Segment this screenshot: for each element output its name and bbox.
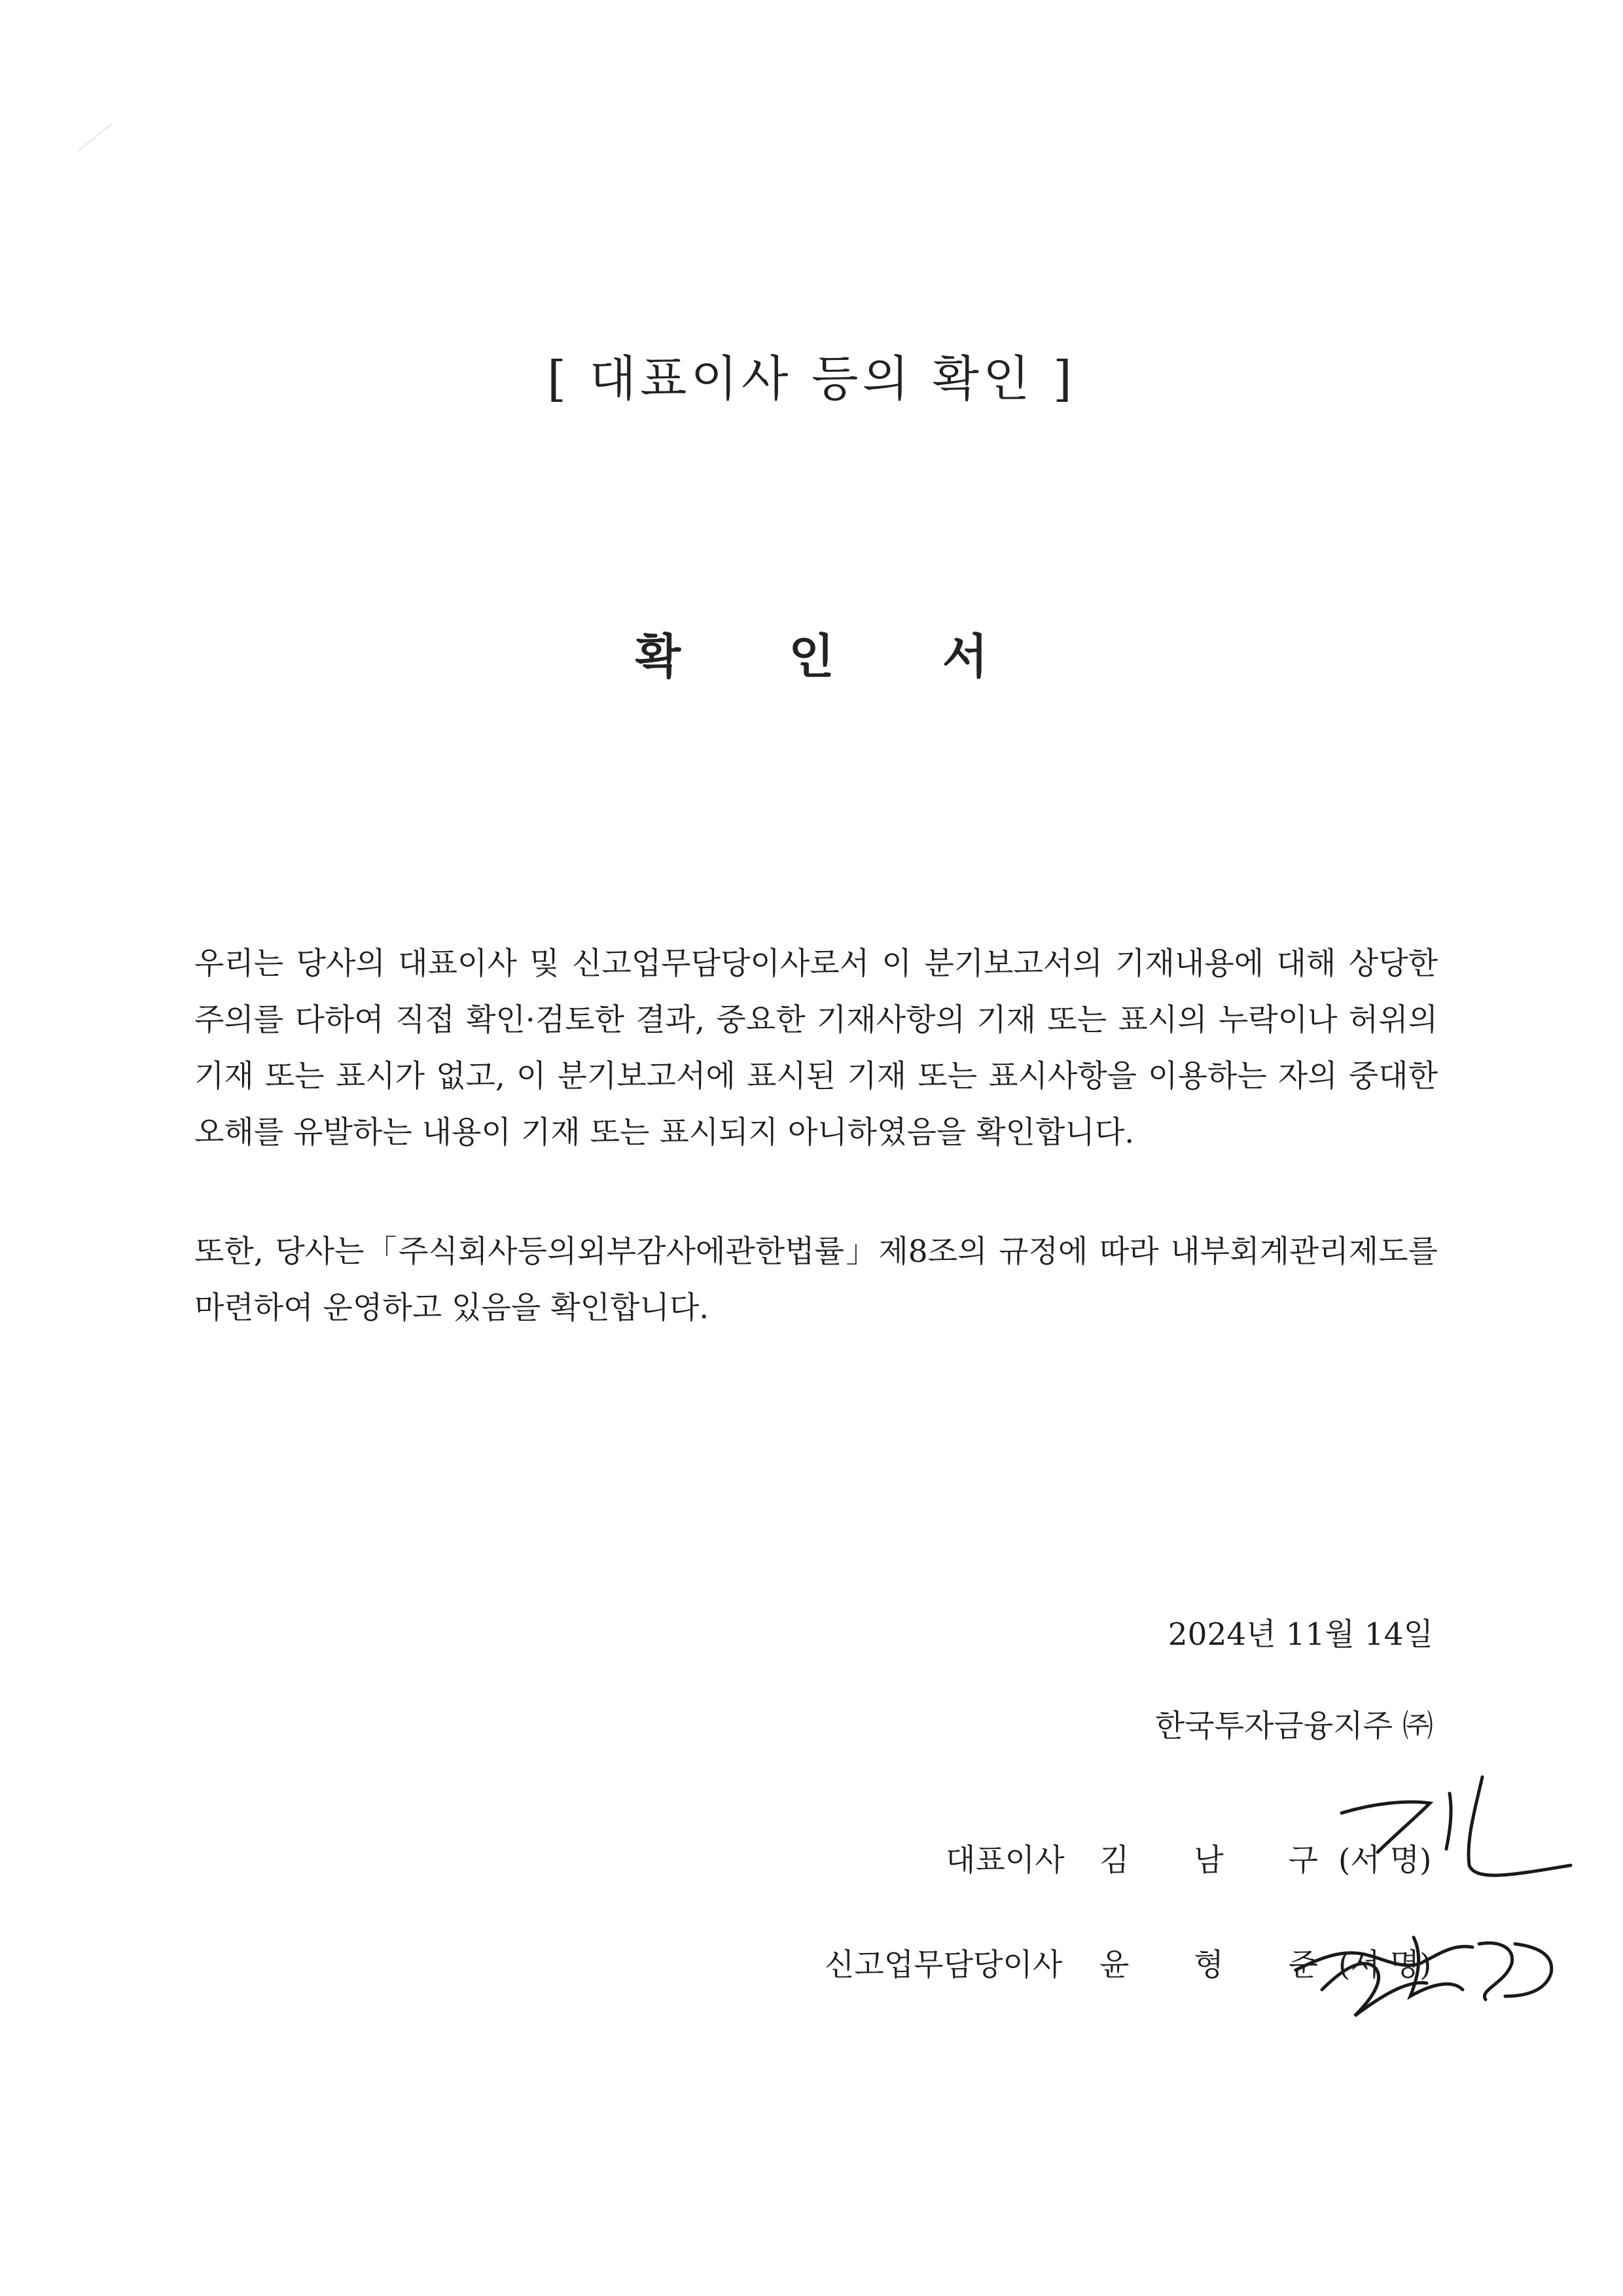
signatory-name-disclosure-director: 윤 형 준 — [1099, 1947, 1346, 1983]
document-date: 2024년 11월 14일 — [1168, 1617, 1433, 1653]
document-heading: [ 대표이사 등의 확인 ] — [547, 351, 1076, 407]
document-subtitle: 확 인 서 — [635, 628, 1034, 684]
scan-speck — [72, 118, 124, 157]
confirmation-paragraph-2: 또한, 당사는「주식회사등의외부감사에관한법률」제8조의 규정에 따라 내부회계관리제도를 마련하여 운영하고 있음을 확인합니다. — [194, 1234, 1438, 1326]
company-name: 한국투자금융지주 ㈜ — [1154, 1708, 1433, 1744]
confirmation-paragraph-1: 우리는 당사의 대표이사 및 신고업무담당이사로서 이 분기보고서의 기재내용에 대해 상당한 주의를 다하여 직접 확인·검토한 결과, 중요한 기재사항의 기재 또는 표시의 누락이나 허위의 기재 또는 표시가 없고, 이 분기보고서에 표시된 기재 또는 표시사항을 이용하는 자의 중대한 오해를 유발하는 내용이 기재 또는 표시되지 아니하였음을 확인합니다. — [194, 946, 1438, 1151]
signature-mark-disclosure-director: (서 명) — [1338, 1947, 1432, 1983]
signatory-title-ceo: 대표이사 — [946, 1842, 1065, 1878]
signature-mark-ceo: (서 명) — [1338, 1842, 1432, 1878]
signatory-name-ceo: 김 남 구 — [1099, 1842, 1346, 1878]
signatory-title-disclosure-director: 신고업무담당이사 — [825, 1947, 1063, 1983]
